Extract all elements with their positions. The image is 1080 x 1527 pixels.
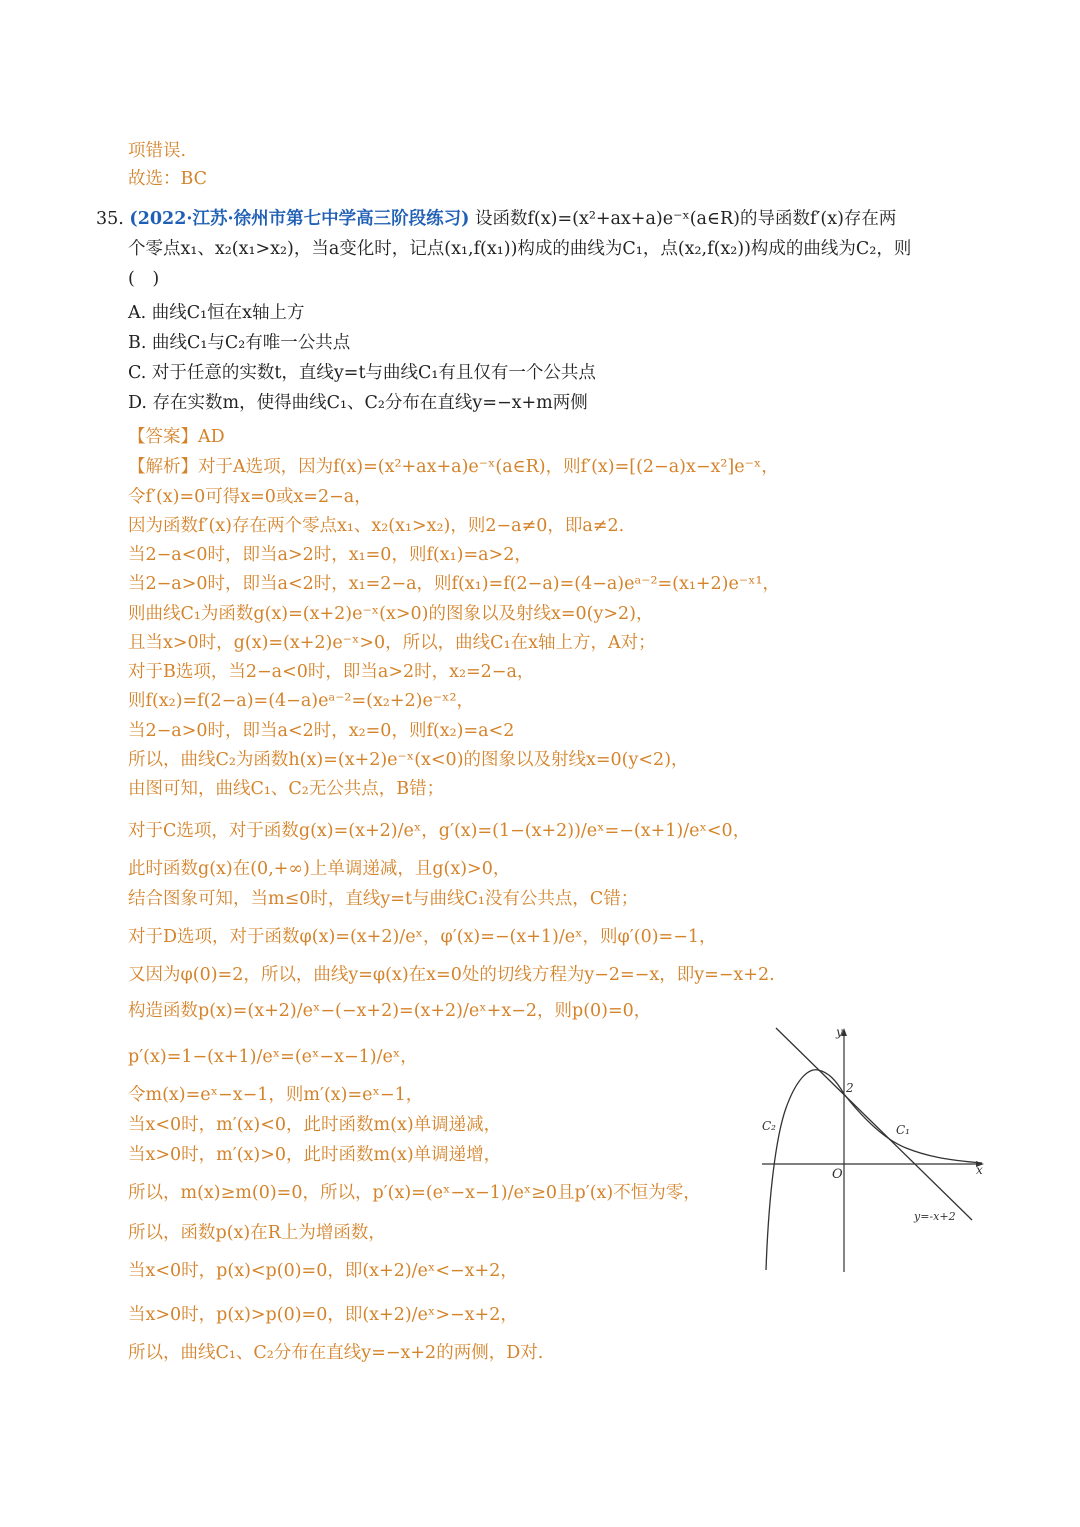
- analysis-line: 当x>0时，p(x)>p(0)=0，即(x+2)/eˣ>−x+2，: [128, 1305, 518, 1325]
- analysis-line: 令m(x)=eˣ−x−1，则m′(x)=eˣ−1，: [128, 1085, 424, 1105]
- analysis-line: 当2−a>0时，即当a<2时，x₁=2−a，则f(x₁)=f(2−a)=(4−a)eᵃ⁻²=(x₁+2)e⁻ˣ¹，: [128, 574, 781, 594]
- analysis-line: 当x>0时，m′(x)>0，此时函数m(x)单调递增，: [128, 1145, 502, 1165]
- analysis-line: 令f′(x)=0可得x=0或x=2−a，: [128, 487, 372, 507]
- question-stem-line-1: [96, 206, 896, 232]
- tangent-line-label: y=-x+2: [914, 1210, 956, 1223]
- analysis-line: 由图可知，曲线C₁、C₂无公共点，B错；: [128, 779, 445, 799]
- question-source: (2022·江苏·徐州市第七中学高三阶段练习): [129, 209, 470, 229]
- curve-c1: [844, 1094, 982, 1163]
- option-d: D. 存在实数m，使得曲线C₁、C₂分布在直线y=−x+m两侧: [128, 393, 588, 413]
- analysis-line: 当x<0时，m′(x)<0，此时函数m(x)单调递减，: [128, 1115, 502, 1135]
- option-b: B. 曲线C₁与C₂有唯一公共点: [128, 333, 351, 353]
- analysis-line: 则曲线C₁为函数g(x)=(x+2)e⁻ˣ(x>0)的图象以及射线x=0(y>2)，: [128, 604, 654, 624]
- analysis-line: 所以，函数p(x)在R上为增函数，: [128, 1223, 386, 1243]
- analysis-line: 构造函数p(x)=(x+2)/eˣ−(−x+2)=(x+2)/eˣ+x−2，则p(0)=0，: [128, 1001, 652, 1021]
- c1-label: C₁: [896, 1123, 910, 1137]
- prev-answer-line: 故选：BC: [128, 169, 208, 189]
- analysis-line: 所以，m(x)≥m(0)=0，所以，p′(x)=(eˣ−x−1)/eˣ≥0且p′(x)不恒为零，: [128, 1183, 701, 1203]
- option-a: A. 曲线C₁恒在x轴上方: [128, 303, 305, 323]
- analysis-line: 则f(x₂)=f(2−a)=(4−a)eᵃ⁻²=(x₂+2)e⁻ˣ²，: [128, 691, 474, 711]
- analysis-line: 当2−a<0时，即当a>2时，x₁=0，则f(x₁)=a>2，: [128, 545, 532, 565]
- prev-solution-line-1: 项错误.: [128, 141, 187, 161]
- analysis-line: 所以，曲线C₁、C₂分布在直线y=−x+2的两侧，D对.: [128, 1343, 544, 1363]
- analysis-line: 结合图象可知，当m≤0时，直线y=t与曲线C₁没有公共点，C错；: [128, 889, 639, 909]
- analysis-line: 所以，曲线C₂为函数h(x)=(x+2)e⁻ˣ(x<0)的图象以及射线x=0(y<2)，: [128, 750, 689, 770]
- answer-line: 【答案】AD: [128, 427, 225, 447]
- analysis-line: p′(x)=1−(x+1)/eˣ=(eˣ−x−1)/eˣ，: [128, 1047, 418, 1067]
- question-stem-line-3: ( ): [128, 269, 160, 289]
- analysis-line: 又因为φ(0)=2，所以，曲线y=φ(x)在x=0处的切线方程为y−2=−x，即y=−x+2.: [128, 965, 775, 985]
- y-intercept-label: 2: [846, 1081, 854, 1095]
- origin-label: O: [832, 1167, 843, 1182]
- analysis-line: 且当x>0时，g(x)=(x+2)e⁻ˣ>0，所以，曲线C₁在x轴上方，A对；: [128, 633, 656, 653]
- question-number: 35.: [96, 209, 124, 229]
- c2-label: C₂: [762, 1119, 776, 1133]
- question-stem-line-2: 个零点x₁、x₂(x₁>x₂)，当a变化时，记点(x₁,f(x₁))构成的曲线为C₁，点(x₂,f(x₂))构成的曲线为C₂，则: [128, 239, 912, 259]
- option-c: C. 对于任意的实数t，直线y=t与曲线C₁有且仅有一个公共点: [128, 363, 596, 383]
- analysis-line: 【解析】对于A选项，因为f(x)=(x²+ax+a)e⁻ˣ(a∈R)，则f′(x)=[(2−a)x−x²]e⁻ˣ，: [128, 457, 779, 477]
- tangent-line: [776, 1028, 972, 1220]
- x-axis-label: x: [976, 1163, 983, 1177]
- question-stem-text-1: 设函数f(x)=(x²+ax+a)e⁻ˣ(a∈R)的导函数f′(x)存在两: [474, 209, 897, 229]
- analysis-line: 因为函数f′(x)存在两个零点x₁、x₂(x₁>x₂)，则2−a≠0，即a≠2.: [128, 516, 625, 536]
- analysis-line: 对于D选项，对于函数φ(x)=(x+2)/eˣ，φ′(x)=−(x+1)/eˣ，则φ′(0)=−1，: [128, 927, 717, 947]
- analysis-line: 当2−a>0时，即当a<2时，x₂=0，则f(x₂)=a<2: [128, 721, 515, 741]
- y-axis-label: y: [836, 1025, 843, 1039]
- function-graph: [756, 1022, 996, 1274]
- analysis-line: 当x<0时，p(x)<p(0)=0，即(x+2)/eˣ<−x+2，: [128, 1261, 518, 1281]
- analysis-line: 对于B选项，当2−a<0时，即当a>2时，x₂=2−a，: [128, 662, 535, 682]
- analysis-line: 此时函数g(x)在(0,+∞)上单调递减，且g(x)>0，: [128, 859, 511, 879]
- analysis-line: 对于C选项，对于函数g(x)=(x+2)/eˣ，g′(x)=(1−(x+2))/eˣ=−(x+1)/eˣ<0，: [128, 821, 751, 841]
